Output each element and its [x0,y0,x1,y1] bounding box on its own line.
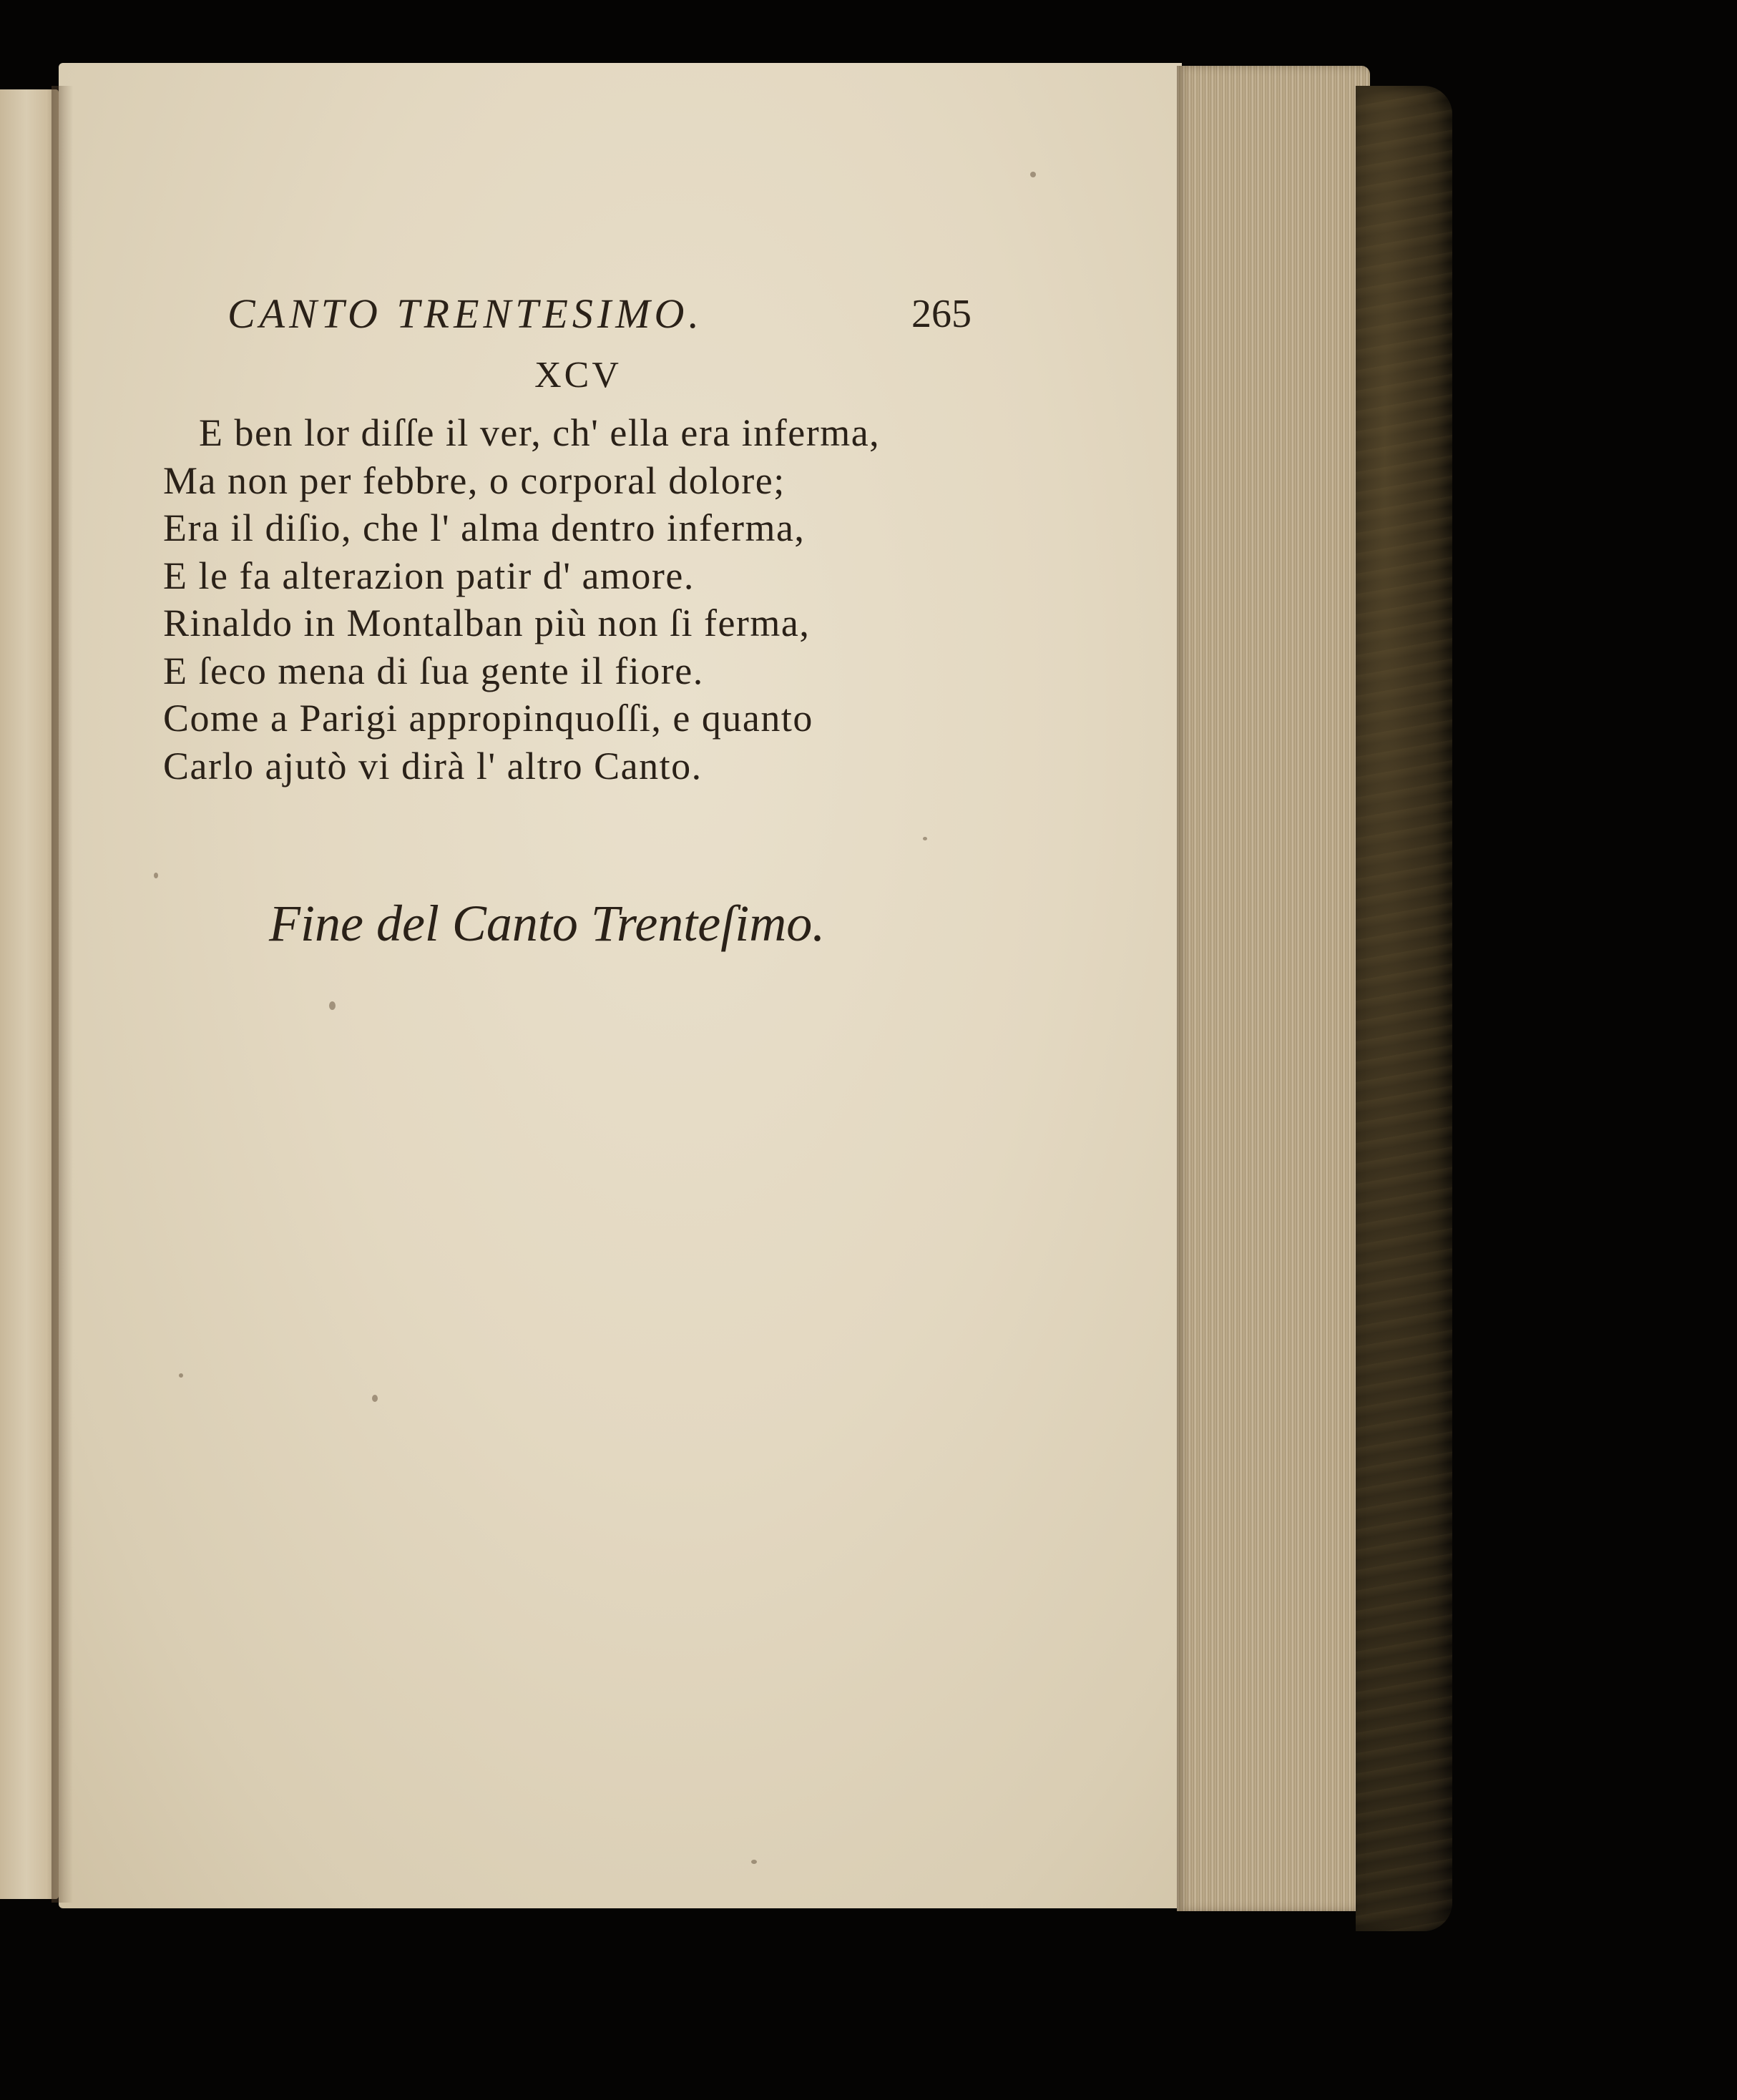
left-page-edge [0,89,59,1899]
stanza [163,409,1000,790]
stanza-number: XCV [534,355,622,396]
page-block-fore-edge [1177,66,1370,1911]
page-number: 265 [911,292,972,336]
verse-line: Era il diſio, che l' alma dentro inferma, [163,506,806,549]
colophon: Fine del Canto Trenteſimo. [269,895,826,952]
verse-line: E le fa alterazion patir d' amore. [163,554,695,597]
verse-line: Rinaldo in Montalban più non ſi ferma, [163,602,811,644]
verse-line: E ſeco mena di ſua gente il fiore. [163,649,704,692]
verse-line: Come a Parigi appropinquoſſi, e quanto [163,697,813,740]
running-head [163,290,1000,347]
verse-line: Carlo ajutò vi dirà l' altro Canto. [163,744,703,788]
verse-line: Ma non per febbre, o corporal dolore; [163,458,786,502]
page-text [163,290,1000,790]
leather-cover [1356,86,1452,1931]
gutter-shadow [52,86,73,1903]
running-title: CANTO TRENTESIMO. [227,290,703,337]
verse-line: E ben lor diſſe il ver, ch' ella era inferma, [199,411,881,454]
